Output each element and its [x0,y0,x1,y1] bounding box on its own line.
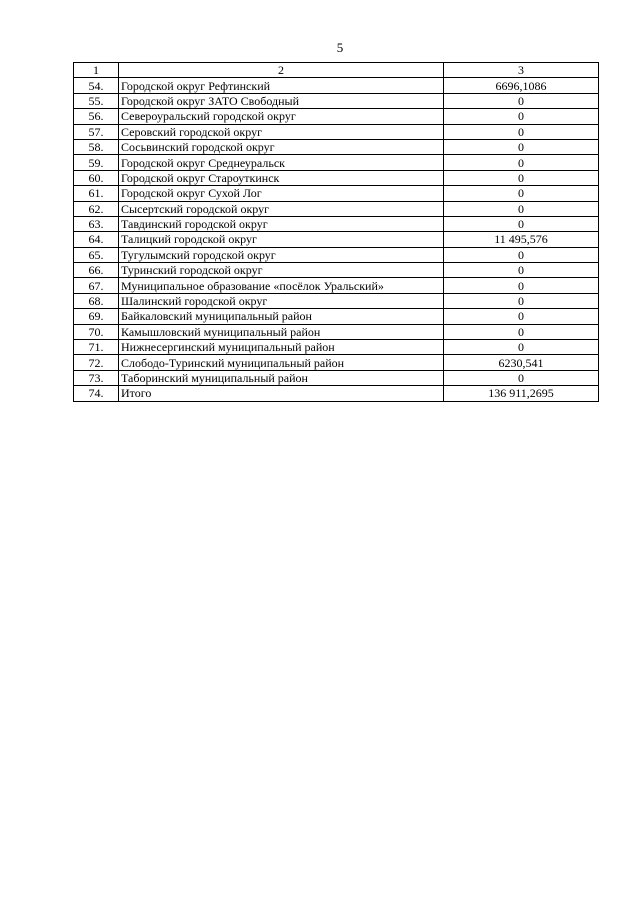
row-value: 0 [444,155,599,170]
row-value: 0 [444,340,599,355]
row-value: 0 [444,247,599,262]
table-row [74,186,599,201]
row-number: 58. [74,139,119,154]
row-number: 65. [74,247,119,262]
row-number: 69. [74,309,119,324]
header-cell-1: 1 [74,63,119,78]
row-number: 74. [74,386,119,401]
row-value: 6696,1086 [444,78,599,93]
row-number: 60. [74,170,119,185]
table-row [74,293,599,308]
row-number: 72. [74,355,119,370]
row-number: 57. [74,124,119,139]
row-number: 67. [74,278,119,293]
row-value: 0 [444,139,599,154]
table-row [74,93,599,108]
row-number: 62. [74,201,119,216]
row-name: Сысертский городской округ [119,201,444,216]
table-row [74,309,599,324]
row-value: 0 [444,170,599,185]
row-number: 66. [74,263,119,278]
row-number: 56. [74,109,119,124]
table-row [74,340,599,355]
row-name: Камышловский муниципальный район [119,324,444,339]
row-number: 71. [74,340,119,355]
row-name: Туринский городской округ [119,263,444,278]
row-value: 0 [444,263,599,278]
row-name: Городской округ Староуткинск [119,170,444,185]
table-row [74,232,599,247]
row-name: Тугулымский городской округ [119,247,444,262]
row-name: Итого [119,386,444,401]
row-number: 54. [74,78,119,93]
row-name: Шалинский городской округ [119,293,444,308]
table-row [74,247,599,262]
row-value: 0 [444,293,599,308]
row-number: 61. [74,186,119,201]
header-cell-3: 3 [444,63,599,78]
table-header-row [74,63,599,78]
table-row [74,109,599,124]
row-value: 6230,541 [444,355,599,370]
row-name: Тавдинский городской округ [119,216,444,231]
table-row [74,155,599,170]
page-number: 5 [336,40,344,55]
row-value: 0 [444,278,599,293]
row-value: 0 [444,216,599,231]
row-name: Городской округ Среднеуральск [119,155,444,170]
row-number: 59. [74,155,119,170]
table-row [74,386,599,401]
table-row [74,263,599,278]
table-row [74,124,599,139]
table-row [74,139,599,154]
row-name: Сосьвинский городской округ [119,139,444,154]
row-name: Городской округ Сухой Лог [119,186,444,201]
row-number: 64. [74,232,119,247]
table-row [74,78,599,93]
table-row [74,201,599,216]
row-name: Талицкий городской округ [119,232,444,247]
row-number: 73. [74,370,119,385]
row-name: Городской округ Рефтинский [119,78,444,93]
table-body [74,63,599,402]
table-row [74,370,599,385]
row-number: 63. [74,216,119,231]
row-name: Нижнесергинский муниципальный район [119,340,444,355]
table-row [74,324,599,339]
row-number: 70. [74,324,119,339]
row-value: 0 [444,186,599,201]
row-name: Муниципальное образование «посёлок Уральский» [119,278,444,293]
row-name: Североуральский городской округ [119,109,444,124]
row-value: 0 [444,309,599,324]
data-table [73,62,599,402]
header-cell-2: 2 [119,63,444,78]
row-name: Слободо-Туринский муниципальный район [119,355,444,370]
table-row [74,216,599,231]
row-value: 0 [444,93,599,108]
row-number: 55. [74,93,119,108]
row-name: Городской округ ЗАТО Свободный [119,93,444,108]
row-number: 68. [74,293,119,308]
row-value: 0 [444,201,599,216]
row-value: 0 [444,124,599,139]
row-name: Серовский городской округ [119,124,444,139]
row-name: Таборинский муниципальный район [119,370,444,385]
row-name: Байкаловский муниципальный район [119,309,444,324]
row-value: 0 [444,324,599,339]
row-value: 11 495,576 [444,232,599,247]
row-value: 0 [444,370,599,385]
row-value: 0 [444,109,599,124]
table-row [74,170,599,185]
row-value: 136 911,2695 [444,386,599,401]
table-row [74,355,599,370]
table-row [74,278,599,293]
